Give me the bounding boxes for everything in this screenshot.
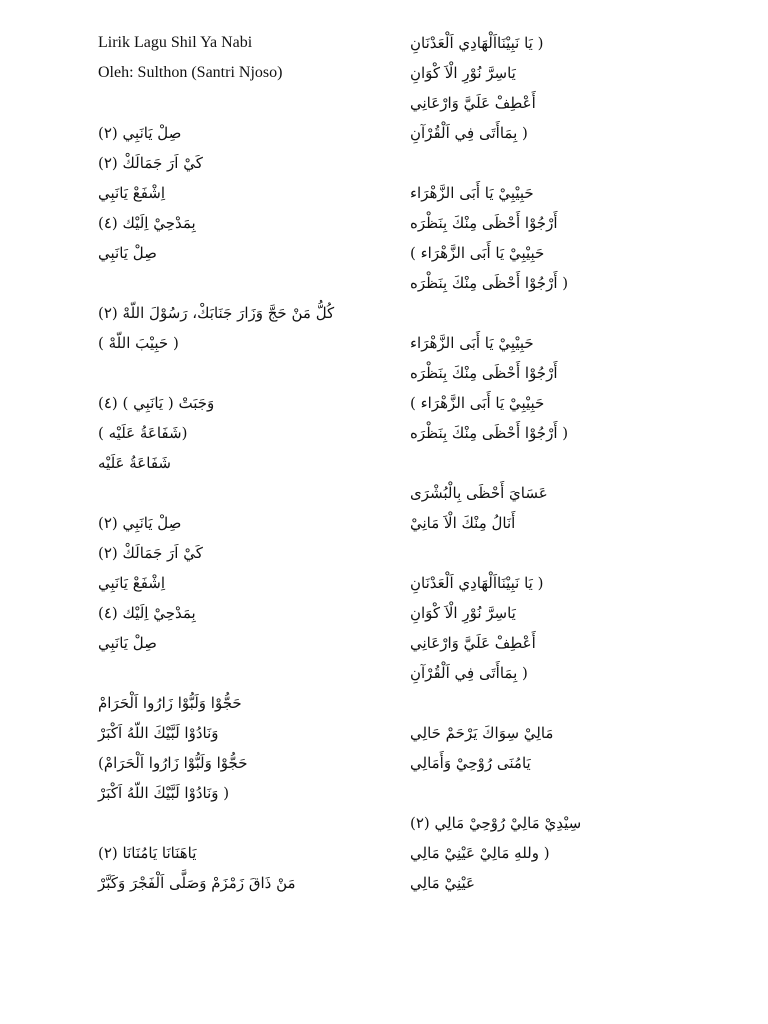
lyric-line: أَعْطِفْ عَلَيَّ وَارْعَانِي [410,94,536,112]
left-column [98,28,398,898]
blank-line [98,88,398,118]
lyric-line: شَفَاعَةُ عَلَيْه [98,454,171,472]
blank-line [98,808,398,838]
lyric-line: كَيْ اَرَ جَمَالَكْ (٢) [98,544,203,562]
lyric-line: حَبِيْبِيْ يَا أَبَى الزَّهْرَاء ) [410,244,545,262]
blank-line [410,448,710,478]
lyric-line: وَنَادُوْا لَبَّيْكَ اللّهُ اَكْبَرْ [98,724,219,742]
lyrics-title: Lirik Lagu Shil Ya Nabi [98,34,253,51]
lyric-line: عَسَايَ أَحْظَى بِالْبُشْرَى [410,484,548,502]
lyric-line: مَنْ ذَاقَ زَمْزَمْ وَصَلَّى اَلْفَجْرَ وَكَبَّرْ [98,874,296,892]
lyric-line: كَيْ اَرَ جَمَالَكْ (٢) [98,154,203,172]
lyric-line: اِشْفَعْ يَانَبِي [98,574,166,592]
lyric-line: حَجُّوْا وَلَبُّوْا زَارُوا اَلْحَرَامْ [98,694,242,712]
lyric-line: ( أَرْجُوْا أَحْظَى مِنْكَ بِنَظْرَه [410,424,569,442]
lyric-line: صِلْ يَانَبِي (٢) [98,514,182,532]
lyric-line: يَاسِرَّ نُوْرِ الْاَ كْوَانِ [410,604,516,622]
lyric-line: أَرْجُوْا أَحْظَى مِنْكَ بِنَظْرَه [410,214,558,232]
blank-line [410,148,710,178]
lyric-line: ( أَرْجُوْا أَحْظَى مِنْكَ بِنَظْرَه [410,274,569,292]
lyric-line: بِمَدْحِيْ اِلَيْك (٤) [98,604,196,622]
blank-line [410,298,710,328]
lyric-line: حَبِيْبِيْ يَا أَبَى الزَّهْرَاء ) [410,394,545,412]
lyric-line: أَرْجُوْا أَحْظَى مِنْكَ بِنَظْرَه [410,364,558,382]
blank-line [98,358,398,388]
lyric-line: حَبِيْبِيْ يَا أَبَى الزَّهْرَاء [410,334,534,352]
lyric-line: ( وَنَادُوْا لَبَّيْكَ اللّهُ اَكْبَرْ [98,784,230,802]
lyric-line: ( بِمَاأَتَى فِي اَلْقُرْآنِ [410,124,528,142]
right-column [410,28,710,898]
lyric-line: بِمَدْحِيْ اِلَيْك (٤) [98,214,196,232]
lyric-line: يَاسِرَّ نُوْرِ الْاَ كْوَانِ [410,64,516,82]
blank-line [410,538,710,568]
author-line: Oleh: Sulthon (Santri Njoso) [98,64,283,81]
lyric-line: صِلْ يَانَبِي [98,634,157,652]
lyric-line: مَالِيْ سِوَاكَ يَرْحَمْ حَالِي [410,724,554,742]
lyric-line: وَجَبَتْ ( يَانَبِي ) (٤) [98,394,215,412]
lyric-line: اِشْفَعْ يَانَبِي [98,184,166,202]
lyric-line: ( حَبِيْبَ اللّهْ ) [98,334,179,352]
lyric-line: ( يَا نَبِيْنَااَلْهَادِي اَلْعَدْنَانِ [410,34,544,52]
lyric-line: عَيْنِيْ مَالِي [410,874,475,892]
lyric-line: يَامُنَى رُوْحِيْ وَأَمَالِي [410,754,531,772]
lyric-line: أَعْطِفْ عَلَيَّ وَارْعَانِي [410,634,536,652]
lyric-line: صِلْ يَانَبِي (٢) [98,124,182,142]
lyric-line: صِلْ يَانَبِي [98,244,157,262]
lyric-line: ( وللهِ مَالِيْ عَيْنِيْ مَالِي [410,844,550,862]
lyric-line: يَاهَنَانَا يَامُنَانَا (٢) [98,844,197,862]
blank-line [98,478,398,508]
lyric-line: (شَفَاعَةُ عَلَيْه ) [98,424,188,442]
lyric-line: أَنَالُ مِنْكَ الْاَ مَانِيْ [410,514,516,532]
blank-line [98,658,398,688]
lyric-line: حَجُّوْا وَلَبُّوْا زَارُوا اَلْحَرَامْ) [98,754,248,772]
lyric-line: سِيْدِيْ مَالِيْ رُوْحِيْ مَالِي (٢) [410,814,582,832]
blank-line [410,778,710,808]
blank-line [98,268,398,298]
lyric-line: ( بِمَاأَتَى فِي اَلْقُرْآنِ [410,664,528,682]
lyric-line: كُلُّ مَنْ حَجَّ وَزَارَ جَنَابَكْ، رَسُوْلَ اللّهْ (٢) [98,304,335,322]
lyric-line: حَبِيْبِيْ يَا أَبَى الزَّهْرَاء [410,184,534,202]
lyric-line: ( يَا نَبِيْنَااَلْهَادِي اَلْعَدْنَانِ [410,574,544,592]
blank-line [410,688,710,718]
